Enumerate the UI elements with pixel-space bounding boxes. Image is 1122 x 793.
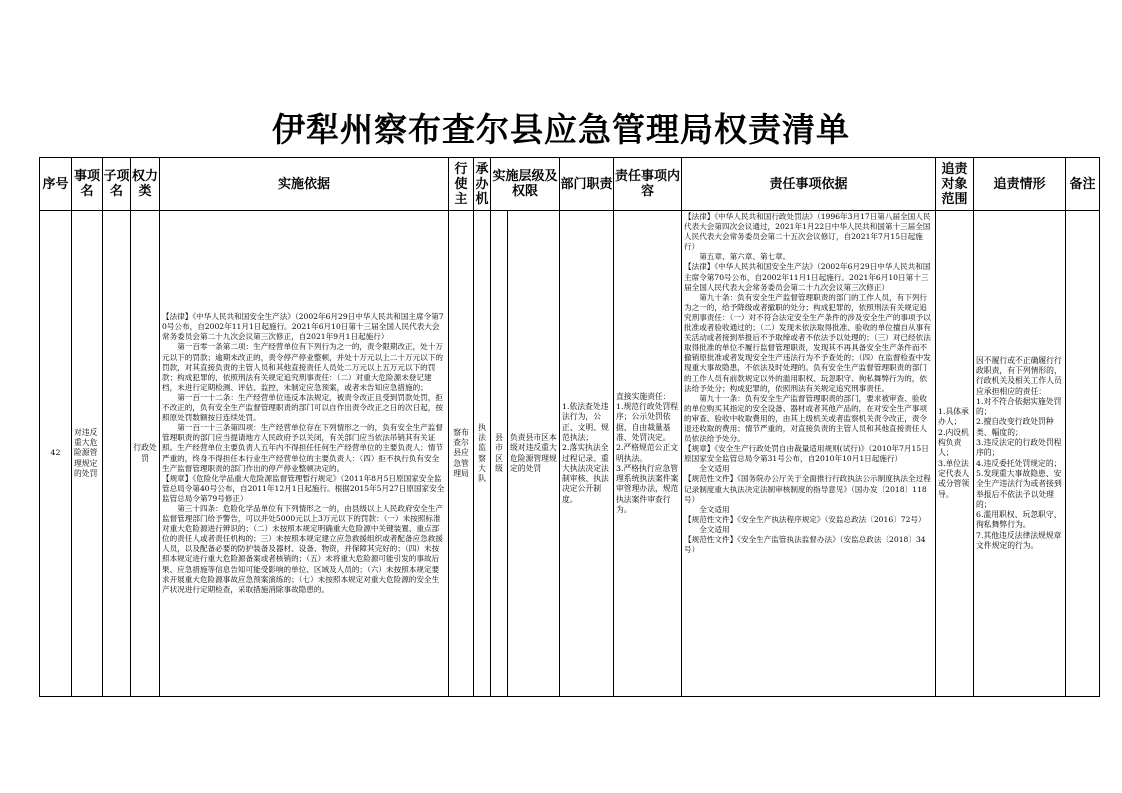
resp-content-text <box>614 391 681 517</box>
duty-line: 1.依法查处违法行为，公正、文明、规范执法； <box>562 402 609 442</box>
header-row <box>40 158 1100 211</box>
situation-line: 因不履行或不正确履行行政职责，有下列情形的，行政机关及相关工作人员应承担相应的责任： <box>976 355 1062 396</box>
header-seq: 序号 <box>40 158 72 211</box>
header-situation: 追责情形 <box>974 158 1066 211</box>
resp-basis-paragraph: 全文适用 <box>699 464 730 474</box>
cell-level-a <box>491 211 508 697</box>
situation-line: 4.违反委托处罚规定的； <box>976 458 1062 468</box>
header-power-type: 权力类 <box>131 158 160 211</box>
basis-text <box>160 311 448 596</box>
situation-line: 3.违反法定的行政处罚程序的； <box>976 438 1062 458</box>
basis-paragraph: 第一百一十三条第四项：生产经营单位存在下列情形之一的，负有安全生产监督管理职责的部门应当提请地方人民政府予以关闭，有关部门应当依法吊销其有关证照。生产经营单位主要负责人五年内不得担任任何生产经营单位的主要负责人；情节严重的，终身不得担任本行业生产经营单位的主要负责人：（四）拒不执行负有安全生产监督管理职责的部门作出的停产停业整顿决定的。 <box>162 423 443 473</box>
basis-paragraph: 第一百一十二条：生产经营单位违反本法规定，被责令改正且受到罚款处罚，拒不改正的，负有安全生产监督管理职责的部门可以自作出责令改正之日的次日起，按照原处罚数额按日连续处罚。 <box>162 392 443 423</box>
scope-line: 1.具体承办人； <box>938 407 969 427</box>
cell-resp-content <box>614 211 682 697</box>
power-type-value: 行政处罚 <box>133 443 157 463</box>
cell-scope <box>936 211 974 697</box>
resp-basis-paragraph: 【规范性文件】《安全生产监管执法监督办法》（安监总政法〔2018〕34号） <box>684 535 926 555</box>
situation-line: 5.发现重大事故隐患、安全生产违法行为或者接到举报后不依法予以处理的； <box>976 468 1062 509</box>
duty-line: 2.落实执法全过程记录、重大执法决定法制审核、执法决定公开制度。 <box>562 443 609 504</box>
header-resp-basis: 责任事项依据 <box>682 158 936 211</box>
cell-basis <box>160 211 449 697</box>
page-title: 伊犁州察布查尔县应急管理局权责清单 <box>272 110 850 149</box>
resp-basis-paragraph: 【规范性文件】《国务院办公厅关于全面推行行政执法公示制度执法全过程记录制度重大执法决定法制审核制度的指导意见》（国办发〔2018〕118号） <box>684 474 931 504</box>
header-level: 实施层级及权限 <box>491 158 560 211</box>
header-subitem: 子项名 <box>103 158 131 211</box>
resp-content-line: 直接实施责任： <box>616 391 671 401</box>
cell-power-type <box>131 211 160 697</box>
level-b-value: 负责县市区本级对违反重大危险源管理规定的处罚 <box>510 432 557 473</box>
cell-item <box>72 211 103 697</box>
resp-basis-paragraph: 全文适用 <box>699 504 730 514</box>
cell-situation <box>974 211 1066 697</box>
header-duty: 部门职责 <box>560 158 614 211</box>
cell-remark <box>1066 211 1100 697</box>
resp-basis-paragraph: 第九十条：负有安全生产监督管理职责的部门的工作人员，有下列行为之一的，给予降级或者撤职的处分；构成犯罪的，依照刑法有关规定追究刑事责任：（一）对不符合法定安全生产条件的涉及安全生产的事项予以批准或者验收通过的；（二）发现未依法取得批准、验收的单位擅自从事有关活动或者接到举报后不予取缔或者不依法予以处理的；（三）对已经依法取得批准的单位不履行监督管理职责，发现其不再具备安全生产条件而不撤销原批准或者发现安全生产违法行为不予查处的；（四）在监督检查中发现重大事故隐患，不依法及时处理的。负有安全生产监督管理职责的部门的工作人员有前款规定以外的滥用职权、玩忽职守、徇私舞弊行为的，依法给予处分；构成犯罪的，依照刑法有关规定追究刑事责任。 <box>684 292 931 393</box>
resp-content-line: 2.严格规范公正文明执法。 <box>616 443 679 463</box>
seq-value: 42 <box>50 448 61 458</box>
situation-text <box>974 355 1065 553</box>
resp-basis-paragraph: 全文适用 <box>699 524 730 534</box>
resp-basis-paragraph: 【法律】《中华人民共和国安全生产法》（2002年6月29日中华人民共和国主席令第70号公布，自2002年11月1日起施行。2021年6月10日第十三届全国人民代表大会常务委员会第二十九次会议第三次修正） <box>684 262 931 292</box>
cell-level-b <box>508 211 560 697</box>
header-org: 承办机 <box>474 158 491 211</box>
header-remark: 备注 <box>1066 158 1100 211</box>
resp-basis-paragraph: 【规范性文件】《安全生产执法程序规定》（安监总政法〔2016〕72号） <box>684 514 926 524</box>
cell-duty <box>560 211 614 697</box>
situation-line: 7.其他违反法律法规规章文件规定的行为。 <box>976 530 1062 551</box>
header-subject: 行使主 <box>449 158 474 211</box>
cell-org <box>474 211 491 697</box>
table-row <box>40 211 1100 697</box>
basis-paragraph: 第三十四条：危险化学品单位有下列情形之一的，由县级以上人民政府安全生产监督管理部门给予警告，可以并处5000元以上3万元以下的罚款：（一）未按照标准对重大危险源进行辨识的；（二）未按照本规定明确重大危险源中关键装置、重点部位的责任人或者责任机构的；三）未按照本规定建立应急救援组织或者配备应急救援人员，以及配备必要的防护装备及器材、设备、物资，并保障其完好的；（四）未按照本规定进行重大危险源备案或者核销的；（五）未将重大危险源可能引发的事故后果、应急措施等信息告知可能受影响的单位、区域及人员的；（六）未按照本规定要求开展重大危险源事故应急预案演练的；（七）未按照本规定对重大危险源的安全生产状况进行定期检查，采取措施消除事故隐患的。 <box>162 503 443 594</box>
scope-line: 3.单位法定代表人或分管领导。 <box>938 458 970 499</box>
level-a-value: 县市区级 <box>495 432 503 473</box>
responsibility-table <box>39 157 1100 697</box>
subitem-value <box>103 453 130 455</box>
resp-content-line: 3.严格执行应急管理系统执法案件案审管理办法，规范执法案件审查行为。 <box>616 463 679 514</box>
situation-line: 6.滥用职权、玩忽职守、徇私舞弊行为。 <box>976 510 1062 530</box>
resp-basis-paragraph: 第九十一条：负有安全生产监督管理职责的部门，要求被审查、验收的单位购买其指定的安全设备、器材或者其他产品的，在对安全生产事项的审查、验收中收取费用的，由其上级机关或者监察机关责令改正，责令退还收取的费用；情节严重的，对直接负责的主管人员和其他直接责任人员依法给予处分。 <box>684 393 928 444</box>
header-basis: 实施依据 <box>160 158 449 211</box>
header-resp-content: 责任事项内容 <box>614 158 682 211</box>
header-item: 事项名 <box>72 158 103 211</box>
resp-basis-paragraph: 【法律】《中华人民共和国行政处罚法》（1996年3月17日第八届全国人民代表大会第四次会议通过，2021年1月22日中华人民共和国第十三届全国人民代表大会常务委员会第二十五次会议修订，自2021年7月15日起施行） <box>684 212 931 252</box>
cell-subject <box>449 211 474 697</box>
subject-value: 察布查尔县应急管理局 <box>453 427 469 478</box>
scope-text <box>936 406 973 501</box>
org-value: 执法监察大队 <box>478 422 486 484</box>
situation-line: 2.擅自改变行政处罚种类、幅度的； <box>976 417 1054 437</box>
duty-text <box>560 401 613 506</box>
basis-paragraph: 【法律】《中华人民共和国安全生产法》（2002年6月29日中华人民共和国主席令第70号公布，自2002年11月1日起施行。2021年6月10日第十三届全国人民代表大会常务委员会第二十九次会议第三次修正，自2021年9月1日起施行） <box>162 312 444 342</box>
resp-basis-paragraph: 【规章】《安全生产行政处罚自由裁量适用规则(试行)》（2010年7月15日原国家安全监管总局令第31号公布，自2010年10月1日起施行） <box>684 444 929 464</box>
resp-basis-paragraph: 第五章、第六章、第七章。 <box>699 252 791 262</box>
basis-paragraph: 【规章】《危险化学品重大危险源监督管理暂行规定》（2011年8月5日原国家安全监管总局令第40号公布，自2011年12月1日起施行。根据2015年5月27日原国家安全监管总局令第79号修正） <box>162 473 445 503</box>
cell-seq <box>40 211 72 697</box>
item-value: 对违反重大危险源管理规定的处罚 <box>74 427 98 478</box>
basis-paragraph: 第一百零一条第二项：生产经营单位有下列行为之一的，责令限期改正，处十万元以下的罚款；逾期未改正的，责令停产停业整顿，并处十万元以上二十万元以下的罚款，对其直接负责的主管人员和其他直接责任人员处二万元以上五万元以下的罚款；构成犯罪的，依照刑法有关规定追究刑事责任：（二）对重大危险源未登记建档，未进行定期检测、评估、监控，未制定应急预案，或者未告知应急措施的； <box>162 342 443 392</box>
header-scope: 追责对象范围 <box>936 158 974 211</box>
cell-resp-basis <box>682 211 936 697</box>
situation-line: 1.对不符合依据实施处罚的； <box>976 396 1062 417</box>
remark-value <box>1066 453 1099 455</box>
scope-line: 2.内设机构负责人； <box>938 427 969 458</box>
cell-subitem <box>103 211 131 697</box>
resp-content-line: 1.规范行政处罚程序；公示处罚依据、自由裁量基准、处罚决定。 <box>616 402 679 442</box>
resp-basis-text <box>682 211 935 556</box>
